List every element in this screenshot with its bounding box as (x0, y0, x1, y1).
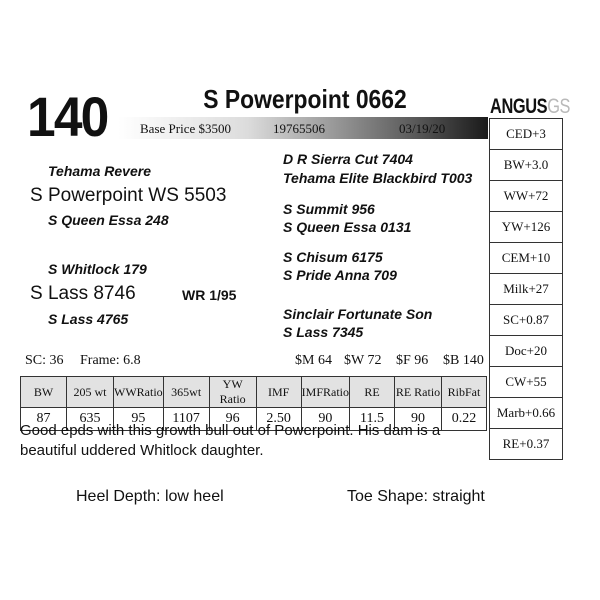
grand-sire-sire-dam: Tehama Elite Blackbird T003 (283, 170, 473, 186)
table-header-cell: RE (350, 377, 395, 408)
table-cell: 0.22 (442, 408, 487, 431)
grand-dam-sire-dam: S Pride Anna 709 (283, 267, 397, 283)
table-header-cell: YW Ratio (209, 377, 256, 408)
epd-re: RE+0.37 (502, 436, 550, 451)
table-header-cell: IMFRatio (301, 377, 349, 408)
epd-cem: CEM+10 (490, 243, 562, 274)
table-header-cell: 365wt (163, 377, 209, 408)
dollar-m-index: $M 64 (295, 353, 332, 368)
sire-dam: S Queen Essa 248 (48, 212, 169, 228)
dam-dam: S Lass 4765 (48, 311, 129, 327)
logo-suffix: GS (547, 95, 571, 118)
dollar-f-index: $F 96 (396, 353, 429, 368)
table-cell: 96 (209, 408, 256, 431)
table-cell: 2.50 (256, 408, 301, 431)
toe-shape: Toe Shape: straight (347, 488, 485, 505)
epd-ww: WW+72 (490, 181, 562, 212)
table-header-cell: WWRatio (114, 377, 164, 408)
table-header-cell: RibFat (442, 377, 487, 408)
epd-cw: CW+55 (490, 367, 562, 398)
table-cell: 95 (114, 408, 164, 431)
epd-marb: Marb+0.66 (490, 398, 562, 429)
grand-dam-dam-dam: S Lass 7345 (283, 324, 364, 340)
table-cell: 1107 (163, 408, 209, 431)
frame-score: Frame: 6.8 (80, 353, 141, 368)
registration-number: 19765506 (273, 121, 325, 136)
dam-note: WR 1/95 (182, 287, 237, 303)
epd-bw: BW+3.0 (490, 150, 562, 181)
grand-sire-sire-sire: D R Sierra Cut 7404 (283, 151, 413, 167)
table-header-row (21, 377, 487, 408)
dollar-b-index: $B 140 (443, 353, 484, 368)
table-header-cell: BW (21, 377, 67, 408)
lot-number: 140 (27, 85, 108, 148)
angus-gs-logo (490, 95, 570, 119)
sire: S Powerpoint WS 5503 (30, 185, 227, 206)
sire-sire: Tehama Revere (48, 163, 151, 179)
table-header-cell: 205 wt (67, 377, 114, 408)
table-cell: 635 (67, 408, 114, 431)
table-header-cell: RE Ratio (395, 377, 442, 408)
base-price: Base Price $3500 (140, 121, 231, 136)
grand-sire-dam-sire: S Summit 956 (283, 201, 375, 217)
grand-dam-dam-sire: Sinclair Fortunate Son (283, 306, 433, 322)
table-cell: 87 (21, 408, 67, 431)
epd-column (489, 118, 563, 460)
epd-doc: Doc+20 (490, 336, 562, 367)
logo-main: ANGUS (490, 95, 548, 118)
dam-sire: S Whitlock 179 (48, 261, 147, 277)
scrotal-circumference: SC: 36 (25, 353, 64, 368)
animal-name: S Powerpoint 0662 (203, 84, 407, 114)
dam: S Lass 8746 (30, 283, 136, 304)
birth-date: 03/19/20 (399, 121, 446, 136)
epd-ced: CED+3 (490, 119, 562, 150)
dollar-w-index: $W 72 (344, 353, 382, 368)
table-cell: 11.5 (350, 408, 395, 431)
table-cell: 90 (301, 408, 349, 431)
epd-yw: YW+126 (490, 212, 562, 243)
grand-dam-sire-sire: S Chisum 6175 (283, 249, 383, 265)
heel-depth: Heel Depth: low heel (76, 488, 224, 505)
table-header-cell: IMF (256, 377, 301, 408)
table-cell: 90 (395, 408, 442, 431)
lot-comment: Good epds with this growth bull out of Powerpoint. His dam is a beautiful uddered Whitlock daughter. (20, 422, 441, 459)
epd-milk: Milk+27 (490, 274, 562, 305)
epd-sc: SC+0.87 (490, 305, 562, 336)
grand-sire-dam-dam: S Queen Essa 0131 (283, 219, 412, 235)
